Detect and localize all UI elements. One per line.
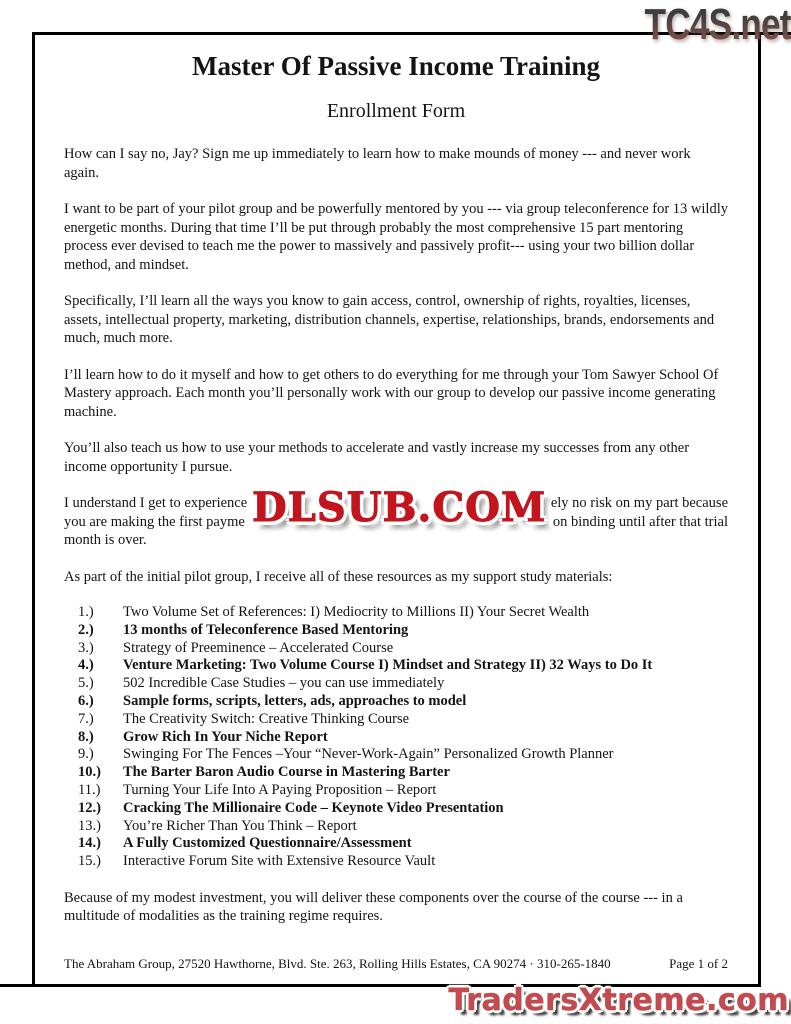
list-item-text: Turning Your Life Into A Paying Proposition – Report <box>123 781 437 798</box>
list-item-text: 502 Incredible Case Studies – you can use immediately <box>123 675 445 692</box>
list-item <box>64 818 728 836</box>
list-item <box>64 729 728 747</box>
obscured-line-2-left: you are making the first payme <box>64 513 245 530</box>
list-item-number: 13.) <box>78 817 101 834</box>
watermark-tradersxtreme: TradersXtreme.com <box>448 983 789 1018</box>
obscured-line-3: month is over. <box>64 532 147 548</box>
list-item-number: 7.) <box>78 710 94 727</box>
list-item <box>64 764 728 782</box>
obscured-line-2-right: on binding until after that trial <box>552 513 728 530</box>
list-item-text: The Barter Baron Audio Course in Mastering Barter <box>123 764 450 781</box>
list-item-text: Cracking The Millionaire Code – Keynote Video Presentation <box>123 799 504 816</box>
list-item-number: 9.) <box>78 746 94 763</box>
list-item-number: 8.) <box>78 728 94 745</box>
footer-page-number: Page 1 of 2 <box>669 956 728 971</box>
page-subtitle: Enrollment Form <box>326 100 466 122</box>
paragraph: Specifically, I’ll learn all the ways you know to gain access, control, ownership of rights, royalties, licenses, assets, intellectual property, marketing, distribution channels, expertise, relationships, brands, endorsements and much, much more. <box>64 293 715 346</box>
list-item <box>64 693 728 711</box>
footer-address: The Abraham Group, 27520 Hawthorne, Blvd. Ste. 263, Rolling Hills Estates, CA 90274 · 310-265-1840 <box>64 956 611 971</box>
document-body <box>64 38 728 926</box>
closing-paragraph: Because of my modest investment, you will deliver these components over the course of the course --- in a multitude of modalities as the training regime requires. <box>64 889 683 925</box>
list-item <box>64 835 728 853</box>
list-item-text: Venture Marketing: Two Volume Course I) Mindset and Strategy II) 32 Ways to Do It <box>123 657 653 674</box>
list-item <box>64 640 728 658</box>
list-item <box>64 800 728 818</box>
paragraph: I’ll learn how to do it myself and how to get others to do everything for me through your Tom Sawyer School Of Mastery approach. Each month you’ll personally work with our group to develop our passive income generating machine. <box>64 366 719 420</box>
list-item-number: 3.) <box>78 639 94 656</box>
list-item-number: 6.) <box>78 692 94 709</box>
list-item <box>64 782 728 800</box>
obscured-line-1-left: I understand I get to experience <box>64 495 248 511</box>
resources-list <box>64 604 728 871</box>
watermark-tc4s: TC4S.net <box>644 0 791 49</box>
page-footer <box>64 956 728 972</box>
list-item <box>64 604 728 622</box>
watermark-dlsub: DLSUB.COM <box>252 484 547 531</box>
page-border-bottom-extension <box>0 984 35 987</box>
page-title: Master Of Passive Income Training <box>192 51 600 81</box>
list-item-number: 14.) <box>78 835 101 852</box>
list-intro: As part of the initial pilot group, I receive all of these resources as my support study materials: <box>64 568 613 585</box>
list-item <box>64 622 728 640</box>
paragraph: How can I say no, Jay? Sign me up immediately to learn how to make mounds of money --- and never work again. <box>64 146 691 181</box>
list-item-text: Interactive Forum Site with Extensive Resource Vault <box>123 853 436 870</box>
list-item <box>64 853 728 871</box>
list-item-number: 2.) <box>78 621 94 638</box>
paragraph: I want to be part of your pilot group and be powerfully mentored by you --- via group teleconference for 13 wildly energetic months. During that time I’ll be put through probably the most comprehensive 15 part mentoring process ever devised to teach me the power to massively and passively profit--- using your two billion dollar method, and mindset. <box>64 201 728 273</box>
list-item-number: 1.) <box>78 604 94 620</box>
list-item-text: The Creativity Switch: Creative Thinking Course <box>123 710 410 727</box>
list-item-number: 12.) <box>78 799 101 816</box>
list-item <box>64 675 728 693</box>
list-item-text: Grow Rich In Your Niche Report <box>123 728 328 745</box>
list-item-number: 5.) <box>78 675 94 692</box>
intro-paragraphs <box>64 145 728 476</box>
obscured-line-1-right: ely no risk on my part because <box>550 495 728 511</box>
list-item-number: 10.) <box>78 764 101 781</box>
list-item-text: Strategy of Preeminence – Accelerated Course <box>123 639 394 656</box>
list-item-text: Two Volume Set of References: I) Mediocrity to Millions II) Your Secret Wealth <box>123 604 590 620</box>
list-item-number: 15.) <box>78 853 101 870</box>
paragraph: You’ll also teach us how to use your methods to accelerate and vastly increase my successes from any other income opportunity I pursue. <box>64 440 690 475</box>
list-item-text: You’re Richer Than You Think – Report <box>123 817 357 834</box>
list-item <box>64 711 728 729</box>
list-item-number: 11.) <box>78 781 101 798</box>
list-item-number: 4.) <box>78 657 94 674</box>
list-item-text: 13 months of Teleconference Based Mentoring <box>123 621 409 638</box>
list-item <box>64 657 728 675</box>
list-item-text: Swinging For The Fences –Your “Never-Work-Again” Personalized Growth Planner <box>123 746 614 763</box>
list-item <box>64 746 728 764</box>
list-item-text: A Fully Customized Questionnaire/Assessment <box>123 835 412 852</box>
list-item-text: Sample forms, scripts, letters, ads, approaches to model <box>123 692 467 709</box>
